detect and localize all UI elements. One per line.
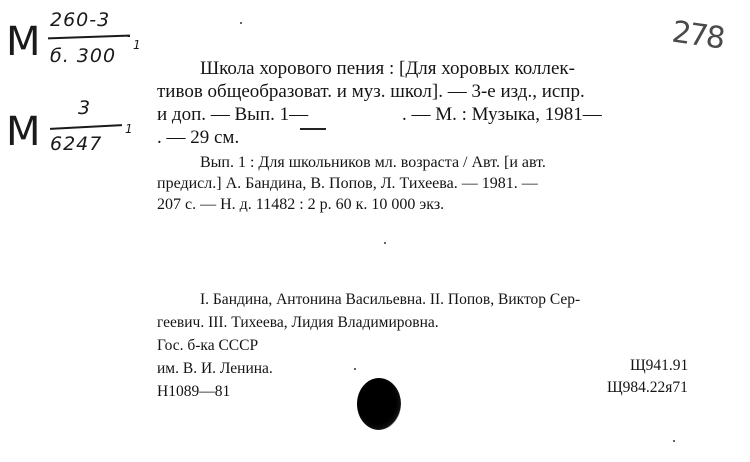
- corner-number: 278: [669, 14, 726, 57]
- volume-line-1: Вып. 1 : Для школьников мл. возраста / Авт. [и авт.: [200, 154, 546, 171]
- shelfmark-2-numerator: 3: [78, 97, 92, 119]
- shelfmark-1-denominator: б. 300: [50, 45, 117, 67]
- shelfmark-2-superscript: 1: [125, 122, 133, 136]
- volume-line-3: 207 с. — Н. д. 11482 : 2 р. 60 к. 10 000 экз.: [157, 196, 445, 213]
- library-line-1: Гос. б-ка СССР: [157, 337, 259, 354]
- entry-title-line-3b: . — М. : Музыка, 1981—: [402, 104, 602, 125]
- volume-line-2: предисл.] А. Бандина, В. Попов, Л. Тихеева. — 1981. —: [157, 175, 538, 192]
- entry-title-line-1: Школа хорового пения : [Для хоровых коллек-: [200, 58, 575, 79]
- speck: [673, 440, 675, 442]
- shelfmark-2-fraction-line: [50, 124, 122, 130]
- card-number: Н1089—81: [157, 383, 231, 400]
- speck: [384, 242, 386, 244]
- punch-hole: [357, 378, 401, 430]
- entry-size-line: . — 29 см.: [157, 127, 240, 148]
- classification-1: Щ941.91: [630, 357, 689, 374]
- speck: [354, 368, 356, 370]
- shelfmark-1-fraction-line: [48, 35, 130, 40]
- shelfmark-1-letter: М: [6, 19, 41, 65]
- pencil-dash: [300, 128, 326, 130]
- tracing-line-2: геевич. III. Тихеева, Лидия Владимировна.: [157, 314, 439, 331]
- shelfmark-1-superscript: 1: [133, 38, 141, 52]
- entry-title-line-3a: и доп. — Вып. 1—: [157, 104, 309, 125]
- entry-title-line-2: тивов общеобразоват. и муз. школ]. — 3-е изд., испр.: [157, 81, 585, 102]
- tracing-line-1: I. Бандина, Антонина Васильевна. II. Попов, Виктор Сер-: [200, 291, 581, 308]
- speck: [240, 22, 242, 24]
- classification-2: Щ984.22я71: [607, 379, 688, 396]
- library-line-2: им. В. И. Ленина.: [157, 360, 273, 377]
- shelfmark-2-letter: М: [6, 109, 41, 155]
- shelfmark-2-denominator: 6247: [50, 133, 103, 155]
- shelfmark-1-numerator: 260-3: [50, 9, 111, 31]
